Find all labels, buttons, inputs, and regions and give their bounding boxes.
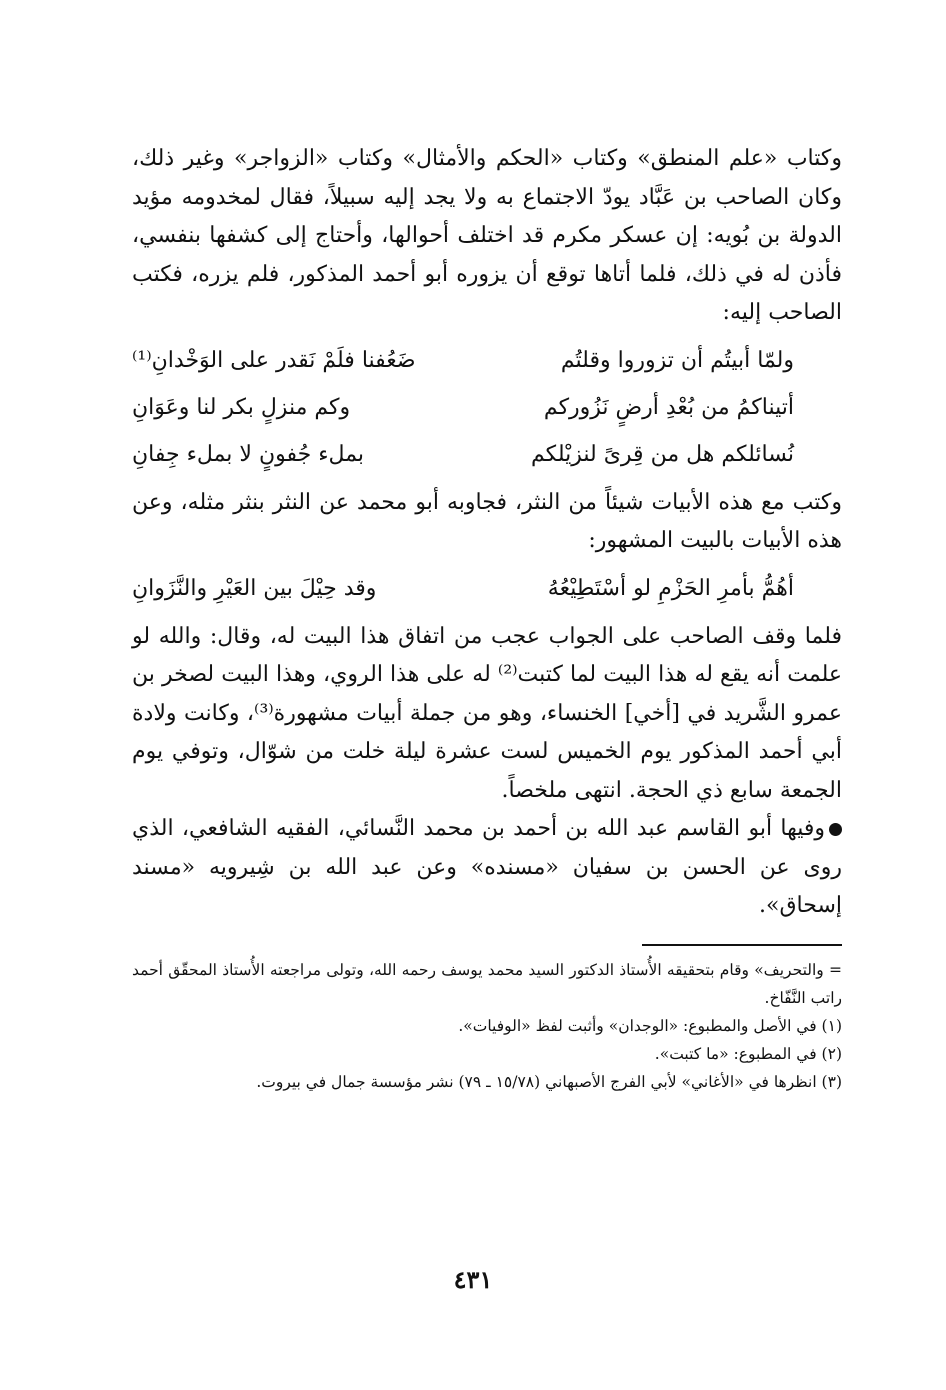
bullet-icon — [829, 823, 842, 836]
poem-verses — [132, 337, 842, 478]
footnotes — [132, 956, 842, 1096]
footnote-separator-wrap — [132, 926, 842, 956]
footnote-continuation: = والتحريف» وقام بتحقيقه الأُستاذ الدكتور السيد محمد يوسف رحمه الله، وتولى مراجعته الأُستاذ المحقّق أحمد راتب النَّفّاخ. — [132, 960, 842, 1007]
paragraph-entry-text: وفيها أبو القاسم عبد الله بن أحمد بن محمد النَّسائي، الفقيه الشافعي، الذي روى عن الحسن بن سفيان «مسنده» وعن عبد الله بن شِيرويه «مسند إسحاق». — [132, 816, 842, 918]
paragraph-opening: وكتاب «علم المنطق» وكتاب «الحكم والأمثال» وكتاب «الزواجر» وغير ذلك، وكان الصاحب بن عَبَّاد يودّ الاجتماع به ولا يجد إليه سبيلاً، فقال لمخدومه مؤيد الدولة بن بُويه: إن عسكر مكرم قد اختلف أحوالها، وأحتاج إلى كشفها بنفسي، فأذن له في ذلك، فلما أتاها توقع أن يزوره أبو أحمد المذكور، فلم يزره، فكتب الصاحب إليه: — [132, 146, 842, 325]
footnote-2: (٢) في المطبوع: «ما كتبت». — [654, 1044, 842, 1063]
verse-second-hemistich: بملء جُفونٍ لا بملء جِفانِ — [132, 441, 365, 467]
verse-first-hemistich: ولمّا أبيتُم أن تزوروا وقلتُم — [560, 347, 794, 373]
paragraph-entry — [132, 810, 842, 926]
footnote-separator — [642, 944, 842, 946]
verse-first-hemistich: أتيناكمُ من بُعْدِ أرضٍ نَزُوركم — [543, 394, 794, 420]
paragraph-reply: وكتب مع هذه الأبيات شيئاً من النثر، فجاوبه أبو محمد عن النثر بنثر مثله، وعن هذه الأبيات بالبيت المشهور: — [132, 489, 842, 553]
page-body — [132, 140, 842, 1096]
verse-line — [132, 384, 842, 431]
verse-line — [132, 337, 842, 384]
paragraph-conclusion: فلما وقف الصاحب على الجواب عجب من اتفاق هذا البيت له، وقال: والله لو علمت أنه يقع له هذا البيت لما كتبت⁽²⁾ له على هذا الروي، وهذا البيت لصخر بن عمرو الشَّريد في [أخي] الخنساء، وهو من جملة أبيات مشهورة⁽³⁾، وكانت ولادة أبي أحمد المذكور يوم الخميس لست عشرة ليلة خلت من شوّال، وتوفي يوم الجمعة سابع ذي الحجة. انتهى ملخصاً. — [132, 623, 843, 803]
verse-second-hemistich: ضَعُفنا فلَمْ نَقدر على الوَخْدانِ⁽¹⁾ — [132, 347, 416, 373]
verse-first-hemistich: أهُمُّ بأمرِ الحَزْمِ لو أسْتَطِيْعُهُ — [547, 575, 794, 601]
verse-second-hemistich: وكم منزلٍ بكر لنا وعَوَانِ — [132, 394, 351, 420]
verse-line — [132, 565, 842, 612]
footnote-1: (١) في الأصل والمطبوع: «الوجدان» وأثبت لفظ «الوفيات». — [458, 1016, 842, 1035]
verse-first-hemistich: نُسائلكم هل من قِرىً لنزيْلكم — [531, 441, 794, 467]
page-number: ٤٣١ — [453, 1265, 493, 1294]
verse-line — [132, 431, 842, 478]
famous-verse — [132, 565, 842, 612]
verse-second-hemistich: وقد حِيْلَ بين العَيْرِ والنَّزَوانِ — [132, 575, 377, 601]
footnote-3: (٣) انظرها في «الأغاني» لأبي الفرج الأصبهاني (١٥/٧٨ ـ ٧٩) نشر مؤسسة جمال في بيروت. — [256, 1072, 842, 1091]
